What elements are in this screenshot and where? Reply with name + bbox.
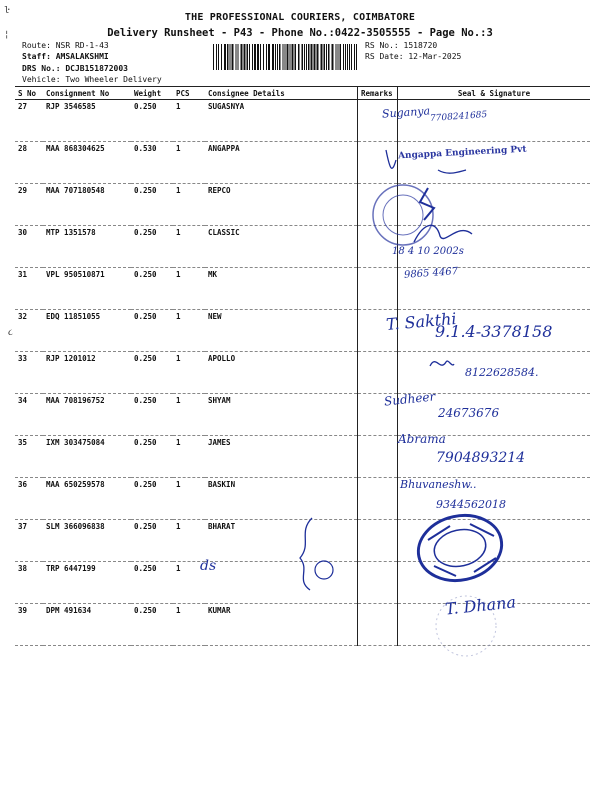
barcode-bar bbox=[266, 44, 267, 70]
consignment-cell: MAA 868304625 bbox=[43, 142, 131, 184]
column-header: PCS bbox=[173, 87, 205, 100]
remarks-cell bbox=[358, 478, 398, 520]
column-header: S No bbox=[15, 87, 43, 100]
sno-cell: 34 bbox=[15, 394, 43, 436]
column-header: Remarks bbox=[358, 87, 398, 100]
handwritten-name: Bhuvaneshw.. bbox=[400, 478, 477, 491]
table-row bbox=[15, 100, 590, 142]
weight-cell: 0.250 bbox=[131, 184, 173, 226]
consignee-cell: NEW bbox=[205, 310, 358, 352]
company-seal-stamp bbox=[410, 506, 520, 586]
barcode-bar bbox=[349, 44, 350, 70]
barcode-bar bbox=[354, 44, 355, 70]
consignment-cell: VPL 950510871 bbox=[43, 268, 131, 310]
barcode-bar bbox=[285, 44, 286, 70]
barcode-bar bbox=[302, 44, 304, 70]
handwritten-phone: 9865 4467 bbox=[403, 266, 459, 281]
consignment-cell: MTP 1351578 bbox=[43, 226, 131, 268]
barcode-bar bbox=[345, 44, 346, 70]
pcs-cell: 1 bbox=[173, 352, 205, 394]
pcs-cell: 1 bbox=[173, 436, 205, 478]
pcs-cell: 1 bbox=[173, 562, 205, 604]
consignee-cell: MK bbox=[205, 268, 358, 310]
barcode-bar bbox=[292, 44, 294, 70]
sno-cell: 39 bbox=[15, 604, 43, 646]
barcode-bar bbox=[260, 44, 261, 70]
consignment-cell: MAA 650259578 bbox=[43, 478, 131, 520]
barcode-bar bbox=[213, 44, 214, 70]
barcode-bar bbox=[272, 44, 274, 70]
barcode bbox=[213, 44, 358, 70]
barcode-bar bbox=[249, 44, 250, 70]
handwritten-phone: 9344562018 bbox=[436, 498, 506, 511]
handwritten-name: Suganya bbox=[381, 104, 431, 121]
barcode-bar bbox=[356, 44, 357, 70]
consignment-cell: TRP 6447199 bbox=[43, 562, 131, 604]
remarks-cell bbox=[358, 352, 398, 394]
barcode-bar bbox=[257, 44, 259, 70]
barcode-bar bbox=[321, 44, 323, 70]
barcode-bar bbox=[252, 44, 253, 70]
consignment-cell: SLM 366096838 bbox=[43, 520, 131, 562]
barcode-bar bbox=[311, 44, 313, 70]
consignee-cell: APOLLO bbox=[205, 352, 358, 394]
remarks-cell bbox=[358, 562, 398, 604]
sno-cell: 31 bbox=[15, 268, 43, 310]
table-row bbox=[15, 268, 590, 310]
handwritten-phone: 24673676 bbox=[438, 406, 500, 420]
remarks-cell bbox=[358, 100, 398, 142]
barcode-bar bbox=[298, 44, 300, 70]
consignee-cell: SHYAM bbox=[205, 394, 358, 436]
barcode-bar bbox=[287, 44, 289, 70]
consignee-cell: JAMES bbox=[205, 436, 358, 478]
barcode-bar bbox=[351, 44, 352, 70]
barcode-bar bbox=[277, 44, 278, 70]
consignment-cell: RJP 3546585 bbox=[43, 100, 131, 142]
consignment-cell: DPM 491634 bbox=[43, 604, 131, 646]
consignee-cell: ANGAPPA bbox=[205, 142, 358, 184]
barcode-bar bbox=[254, 44, 256, 70]
weight-cell: 0.250 bbox=[131, 352, 173, 394]
weight-cell: 0.250 bbox=[131, 436, 173, 478]
remarks-cell bbox=[358, 436, 398, 478]
consignee-cell: SUGASNYA bbox=[205, 100, 358, 142]
barcode-bar bbox=[332, 44, 334, 70]
company-stamp-text: Angappa Engineering Pvt bbox=[397, 144, 527, 162]
barcode-bar bbox=[279, 44, 281, 70]
consignment-cell: EDQ 11851055 bbox=[43, 310, 131, 352]
barcode-bar bbox=[340, 44, 342, 70]
table-row bbox=[15, 226, 590, 268]
column-header: Seal & Signature bbox=[398, 87, 591, 100]
pcs-cell: 1 bbox=[173, 520, 205, 562]
consignment-cell: MAA 707180548 bbox=[43, 184, 131, 226]
barcode-bar bbox=[314, 44, 316, 70]
barcode-bar bbox=[241, 44, 243, 70]
drs-label: DRS No.: DCJB151872003 bbox=[22, 64, 128, 73]
barcode-bar bbox=[268, 44, 270, 70]
barcode-bar bbox=[227, 44, 229, 70]
barcode-bar bbox=[347, 44, 348, 70]
remarks-cell bbox=[358, 268, 398, 310]
route-label: Route: NSR RD-1-43 bbox=[22, 41, 109, 50]
column-header: Consignee Details bbox=[205, 87, 358, 100]
barcode-bar bbox=[338, 44, 339, 70]
weight-cell: 0.250 bbox=[131, 268, 173, 310]
barcode-bar bbox=[247, 44, 249, 70]
barcode-bar bbox=[283, 44, 284, 70]
sno-cell: 38 bbox=[15, 562, 43, 604]
table-header-row bbox=[15, 87, 590, 100]
sno-cell: 37 bbox=[15, 520, 43, 562]
barcode-bar bbox=[306, 44, 307, 70]
weight-cell: 0.250 bbox=[131, 226, 173, 268]
weight-cell: 0.250 bbox=[131, 310, 173, 352]
rs-date: RS Date: 12-Mar-2025 bbox=[365, 52, 462, 61]
column-header: Consignment No bbox=[43, 87, 131, 100]
handwritten-mark: ds bbox=[200, 558, 217, 574]
barcode-bar bbox=[275, 44, 276, 70]
weight-cell: 0.250 bbox=[131, 478, 173, 520]
weight-cell: 0.250 bbox=[131, 100, 173, 142]
consignment-cell: IXM 303475084 bbox=[43, 436, 131, 478]
consignee-cell: BHARAT bbox=[205, 520, 358, 562]
weight-cell: 0.250 bbox=[131, 394, 173, 436]
consignment-cell: MAA 708196752 bbox=[43, 394, 131, 436]
sno-cell: 27 bbox=[15, 100, 43, 142]
barcode-bar bbox=[236, 44, 237, 70]
staff-label: Staff: AMSALAKSHMI bbox=[22, 52, 109, 61]
barcode-bar bbox=[221, 44, 222, 70]
handwritten-name: Abrama bbox=[398, 432, 446, 446]
pcs-cell: 1 bbox=[173, 268, 205, 310]
barcode-bar bbox=[336, 44, 337, 70]
brace-scribble bbox=[288, 514, 338, 594]
margin-mark: ¦ bbox=[4, 30, 10, 40]
column-header: Weight bbox=[131, 87, 173, 100]
barcode-bar bbox=[304, 44, 305, 70]
sno-cell: 35 bbox=[15, 436, 43, 478]
handwritten-name: T. Sakthi bbox=[385, 308, 458, 335]
weight-cell: 0.250 bbox=[131, 604, 173, 646]
pcs-cell: 1 bbox=[173, 142, 205, 184]
weight-cell: 0.250 bbox=[131, 562, 173, 604]
table-row bbox=[15, 184, 590, 226]
consignee-cell: CLASSIC bbox=[205, 226, 358, 268]
remarks-cell bbox=[358, 604, 398, 646]
pcs-cell: 1 bbox=[173, 100, 205, 142]
handwritten-phone: 7904893214 bbox=[436, 450, 526, 466]
barcode-bar bbox=[328, 44, 330, 70]
sno-cell: 29 bbox=[15, 184, 43, 226]
barcode-bar bbox=[216, 44, 217, 70]
sno-cell: 36 bbox=[15, 478, 43, 520]
scribble-signature bbox=[378, 140, 553, 180]
sno-cell: 28 bbox=[15, 142, 43, 184]
barcode-bar bbox=[224, 44, 226, 70]
handwritten-phone: 7708241685 bbox=[429, 110, 488, 124]
barcode-bar bbox=[244, 44, 246, 70]
company-title: THE PROFESSIONAL COURIERS, COIMBATORE bbox=[184, 12, 416, 23]
weight-cell: 0.530 bbox=[131, 142, 173, 184]
barcode-bar bbox=[290, 44, 291, 70]
vehicle-label: Vehicle: Two Wheeler Delivery bbox=[22, 75, 162, 84]
barcode-bar bbox=[326, 44, 327, 70]
consignee-cell: REPCO bbox=[205, 184, 358, 226]
consignee-cell: BASKIN bbox=[205, 478, 358, 520]
weight-cell: 0.250 bbox=[131, 520, 173, 562]
sno-cell: 33 bbox=[15, 352, 43, 394]
pcs-cell: 1 bbox=[173, 478, 205, 520]
margin-mark: ૮ bbox=[8, 328, 13, 338]
table-row bbox=[15, 394, 590, 436]
barcode-bar bbox=[263, 44, 264, 70]
handwritten-name: T. Dhana bbox=[444, 592, 517, 619]
sno-cell: 30 bbox=[15, 226, 43, 268]
barcode-bar bbox=[317, 44, 319, 70]
consignee-cell: KUMAR bbox=[205, 604, 358, 646]
sno-cell: 32 bbox=[15, 310, 43, 352]
barcode-bar bbox=[230, 44, 231, 70]
pcs-cell: 1 bbox=[173, 184, 205, 226]
handwritten-phone: 8122628584. bbox=[465, 366, 539, 379]
barcode-bar bbox=[343, 44, 344, 70]
pcs-cell: 1 bbox=[173, 310, 205, 352]
remarks-cell bbox=[358, 520, 398, 562]
rs-number: RS No.: 1518720 bbox=[365, 41, 438, 50]
handwritten-date: 18 4 10 2002s bbox=[392, 246, 464, 257]
barcode-bar bbox=[324, 44, 326, 70]
barcode-bar bbox=[218, 44, 219, 70]
pcs-cell: 1 bbox=[173, 604, 205, 646]
consignment-cell: RJP 1201012 bbox=[43, 352, 131, 394]
initial-scribble bbox=[426, 352, 456, 374]
handwritten-name: Sudheer bbox=[383, 389, 436, 409]
margin-mark: ŀ bbox=[4, 6, 10, 16]
runsheet-subtitle: Delivery Runsheet - P43 - Phone No.:0422-3505555 - Page No.:3 bbox=[107, 27, 493, 39]
barcode-bar bbox=[295, 44, 297, 70]
barcode-bar bbox=[308, 44, 310, 70]
barcode-bar bbox=[232, 44, 234, 70]
handwritten-phone: 9.1.4-3378158 bbox=[435, 322, 553, 341]
pcs-cell: 1 bbox=[173, 226, 205, 268]
pcs-cell: 1 bbox=[173, 394, 205, 436]
barcode-bar bbox=[238, 44, 239, 70]
